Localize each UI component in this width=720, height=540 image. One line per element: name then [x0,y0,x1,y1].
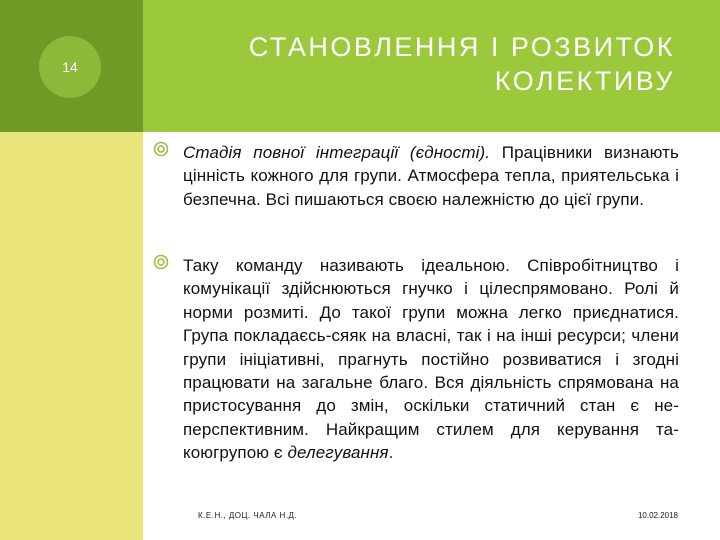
footer-date: 10.02.2018 [637,511,678,520]
slide-number-panel [0,0,143,132]
slide-header [143,0,720,132]
slide-title-line-1: СТАНОВЛЕННЯ І РОЗВИТОК [248,32,675,62]
slide-number: 14 [62,59,78,75]
bullet-end: . [388,443,394,463]
slide-title-line-2: КОЛЕКТИВУ [494,66,675,96]
bullet-italic-tail: делегування [287,443,389,463]
circle-target-icon [153,141,171,159]
circle-target-icon [153,254,171,272]
slide-number-badge [39,36,101,98]
slide-title [215,30,675,98]
bullet-body: Таку команду називають ідеальною. Співробітництво і комунікації здійснюються гнучко і цілеспрямовано. Ролі й норми розмиті. До такої групи можна легко приєднатися. Група покладаєсь-сяяк на власні, так і на інші ресурси; члени групи ініціативні, прагнуть постійно розвиватися і згодні працювати на загальне благо. Вся діяльність спрямована на пристосування до змін, оскільки статичний стан є не-перспективним. Найкращим стилем для керування та-коюгрупою є [183,256,679,463]
bullet-text [183,141,679,211]
footer-author: К.Е.Н., ДОЦ. ЧАЛА Н.Д. [198,511,298,520]
bullet-italic-lead: Стадія повної інтеграції (єдності). [183,143,491,162]
slide-content [143,132,720,540]
bullet-body: Працівники визнають цінність кожного для групи. Атмосфера тепла, приятельська і безпечна. Всі пишаються своєю належністю до цієї групи. [183,143,680,209]
bullet-text [183,254,679,465]
